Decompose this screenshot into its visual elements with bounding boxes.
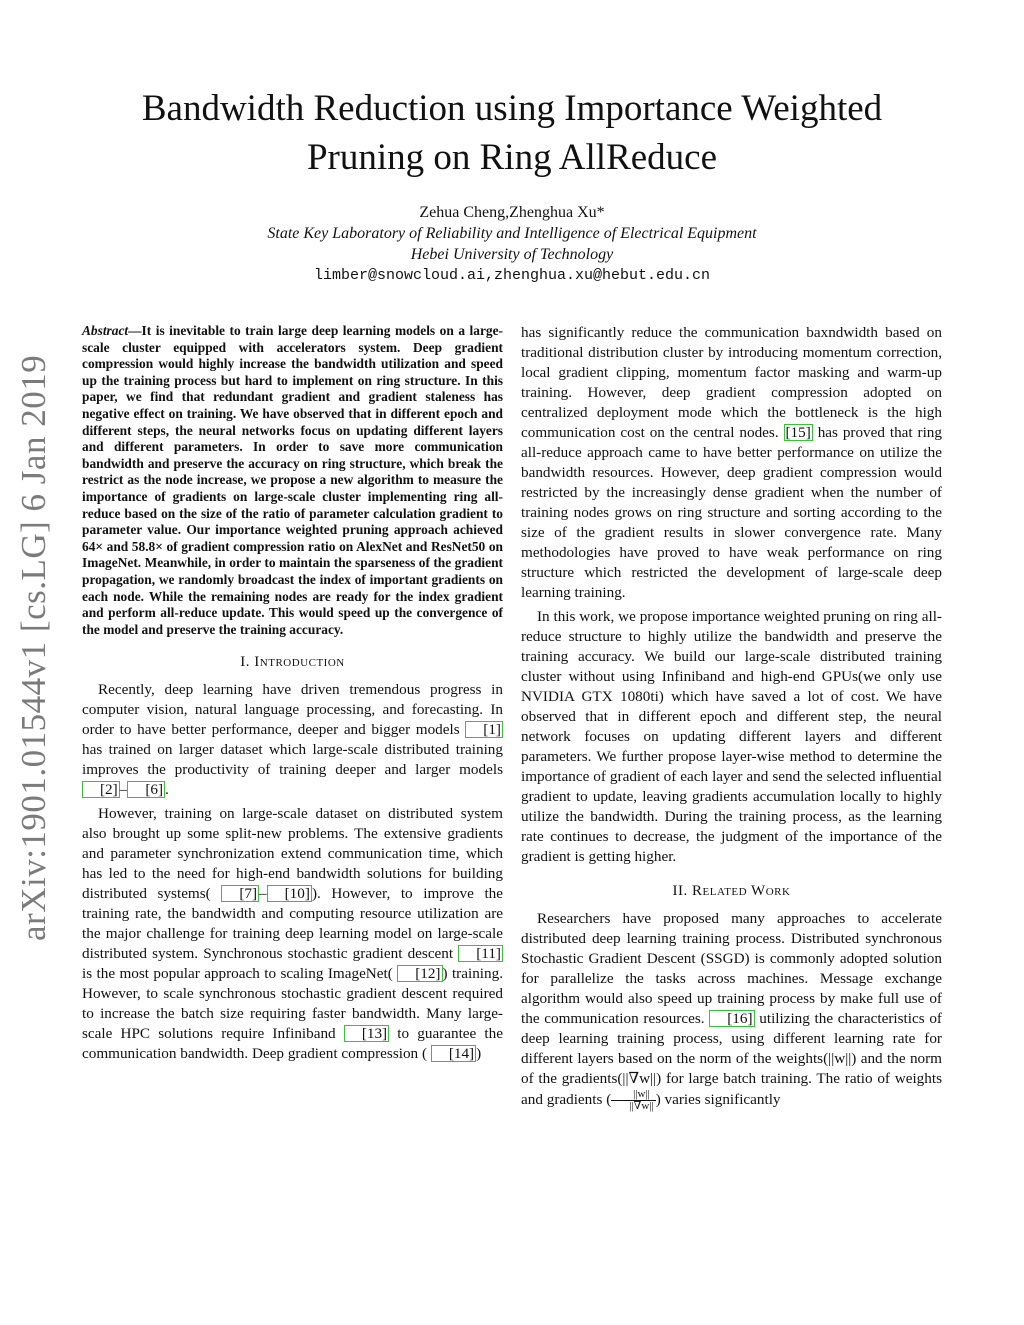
text-run: has trained on larger dataset which large-scale distributed training improves the productivity of training deeper and larger models <box>82 741 503 779</box>
text-run: has significantly reduce the communication baxndwidth based on traditional distribution cluster by introducing momentum correction, local gradient clipping, momentum factor masking and warm-up training. However, deep gradient compression adopted on centralized deployment mode which the bottleneck is the high communication cost on the central nodes. <box>521 324 942 441</box>
section-title: Related Work <box>692 883 791 899</box>
abstract-text: —It is inevitable to train large deep learning models on a large-scale cluster equipped with accelerators system. Deep gradient compression would highly increase the bandwidth utilization and speed up the training process but hard to implement on ring structure. In this paper, we find that redundant gradient and gradient staleness has negative effect on training. We have observed that in different epoch and different steps, the neural networks focus on updating different layers and different parameters. In order to save more communication bandwidth and preserve the accuracy on ring structure, which break the restrict as the node increase, we propose a new algorithm to measure the importance of gradients on large-scale cluster implementing ring all-reduce based on the size of the ratio of parameter calculation gradient to parameter value. Our importance weighted pruning approach achieved 64× and 58.8× of gradient compression ratio on AlexNet and ResNet50 on ImageNet. Meanwhile, in order to maintain the sparseness of the gradient propagation, we randomly broadcast the index of important gradients on each node. While the remaining nodes are ready for the index gradient and perform all-reduce update. This would speed up the convergence of the model and preserve the training accuracy. <box>82 323 503 637</box>
intro-paragraph-2 <box>82 804 503 1064</box>
text-run: ) varies significantly <box>655 1090 781 1108</box>
intro-paragraph-4: In this work, we propose importance weighted pruning on ring all-reduce structure to highly utilize the bandwidth and preserve the training accuracy. We build our large-scale distributed training cluster without using Infiniband and high-end GPUs(we only use NVIDIA GTX 1080ti) which have saved a lot of cost. We have observed that in different epoch and different step, the neural network focuses on updating different layers and different parameters. We further propose layer-wise method to determine the importance of gradient of each layer and send the selected influential gradient to update, leaving gradients accumulation locally to highly utilize the bandwidth. During the training process, as the learning rate continues to decrease, the judgment of the importance of the gradient is getting higher. <box>521 608 942 865</box>
paper-title <box>0 84 1024 182</box>
section-heading-introduction <box>82 652 503 672</box>
text-run: utilizing the characteristics of deep learning training process, using different learning rate for different layers based on the norm of the weights(||w||) and the norm of the gradients(||∇w||) for large batch training. The ratio of weights and gradients ( <box>521 1010 942 1108</box>
text-run: has proved that ring all-reduce approach came to have better performance on utilize the bandwidth resources. However, deep gradient compression would restricted by the increasingly dense gradient when the number of training nodes grows on ring structure and sorting according to the size of the gradient results in slower convergence rate. Many methodologies have proved to have weak performance on ring structure which restricted the development of large-scale deep learning training. <box>521 424 942 601</box>
arxiv-identifier: arXiv:1901.01544v1 [cs.LG] 6 Jan 2019 <box>14 354 53 942</box>
text-run: – <box>259 885 267 903</box>
citation-link[interactable]: [16] <box>709 1010 754 1027</box>
title-line-1: Bandwidth Reduction using Importance Weighted <box>141 88 883 129</box>
section-heading-related-work <box>521 881 942 901</box>
text-run: ) <box>476 1045 482 1063</box>
text-run: . <box>165 781 169 799</box>
author-emails: limber@snowcloud.ai,zhenghua.xu@hebut.edu.cn <box>313 267 711 284</box>
related-paragraph-1 <box>521 909 942 1112</box>
abstract-label: Abstract <box>82 323 129 338</box>
fraction-denominator: ||∇w|| <box>629 1100 654 1112</box>
weight-gradient-ratio-fraction <box>611 1089 655 1112</box>
intro-paragraph-1 <box>82 680 503 800</box>
affiliation-university: Hebei University of Technology <box>410 246 614 263</box>
citation-link[interactable]: [11] <box>458 945 503 962</box>
intro-paragraph-3 <box>521 323 942 603</box>
text-run: to guarantee the communication bandwidth. Deep gradient compression ( <box>82 1025 503 1063</box>
fraction-numerator: ||w|| <box>611 1089 655 1101</box>
citation-link[interactable]: [7] <box>221 885 259 902</box>
title-line-2: Pruning on Ring AllReduce <box>306 137 718 178</box>
text-run: ). However, to improve the training rate, the bandwidth and computing resource utilization are the major challenge for training deep learning model on large-scale distributed system. Synchronous stochastic gradient descent <box>82 885 503 963</box>
left-column <box>82 323 503 1064</box>
citation-link[interactable]: [15] <box>785 424 811 441</box>
author-names: Zehua Cheng,Zhenghua Xu* <box>419 204 605 221</box>
section-title: Introduction <box>254 654 345 671</box>
section-number: II. <box>672 883 693 899</box>
citation-link[interactable]: [12] <box>397 965 442 982</box>
citation-link[interactable]: [2] <box>82 781 120 798</box>
affiliation-lab: State Key Laboratory of Reliability and Intelligence of Electrical Equipment <box>267 225 757 242</box>
text-run: ) training. However, to scale synchronous stochastic gradient descent required to increase the batch size requiring faster bandwidth. Many large-scale HPC solutions require Infiniband <box>82 965 503 1043</box>
section-number: I. <box>240 654 255 671</box>
text-run: Recently, deep learning have driven tremendous progress in computer vision, natural language processing, and forecasting. In order to have better performance, deeper and bigger models <box>82 681 503 739</box>
right-column <box>521 323 942 1112</box>
text-run: Researchers have proposed many approaches to accelerate distributed deep learning training process. Distributed synchronous Stochastic Gradient Descent (SSGD) is commonly adopted solution for parallelize the tasks across machines. Message exchange algorithm would also speed up training process by make full use of the communication resources. <box>521 910 942 1027</box>
abstract <box>82 323 503 638</box>
text-run: is the most popular approach to scaling ImageNet( <box>82 965 398 983</box>
citation-link[interactable]: [13] <box>344 1025 389 1042</box>
citation-link[interactable]: [6] <box>127 781 165 798</box>
text-run: – <box>119 781 128 799</box>
citation-link[interactable]: [14] <box>431 1045 476 1062</box>
citation-link[interactable]: [1] <box>465 721 503 738</box>
citation-link[interactable]: [10] <box>267 885 312 902</box>
author-block <box>0 202 1024 286</box>
text-run: However, training on large-scale dataset on distributed system also brought up some split-new problems. The extensive gradients and parameter synchronization extend communication time, which has led to the need for high-end bandwidth solutions for building distributed systems( <box>82 805 503 903</box>
